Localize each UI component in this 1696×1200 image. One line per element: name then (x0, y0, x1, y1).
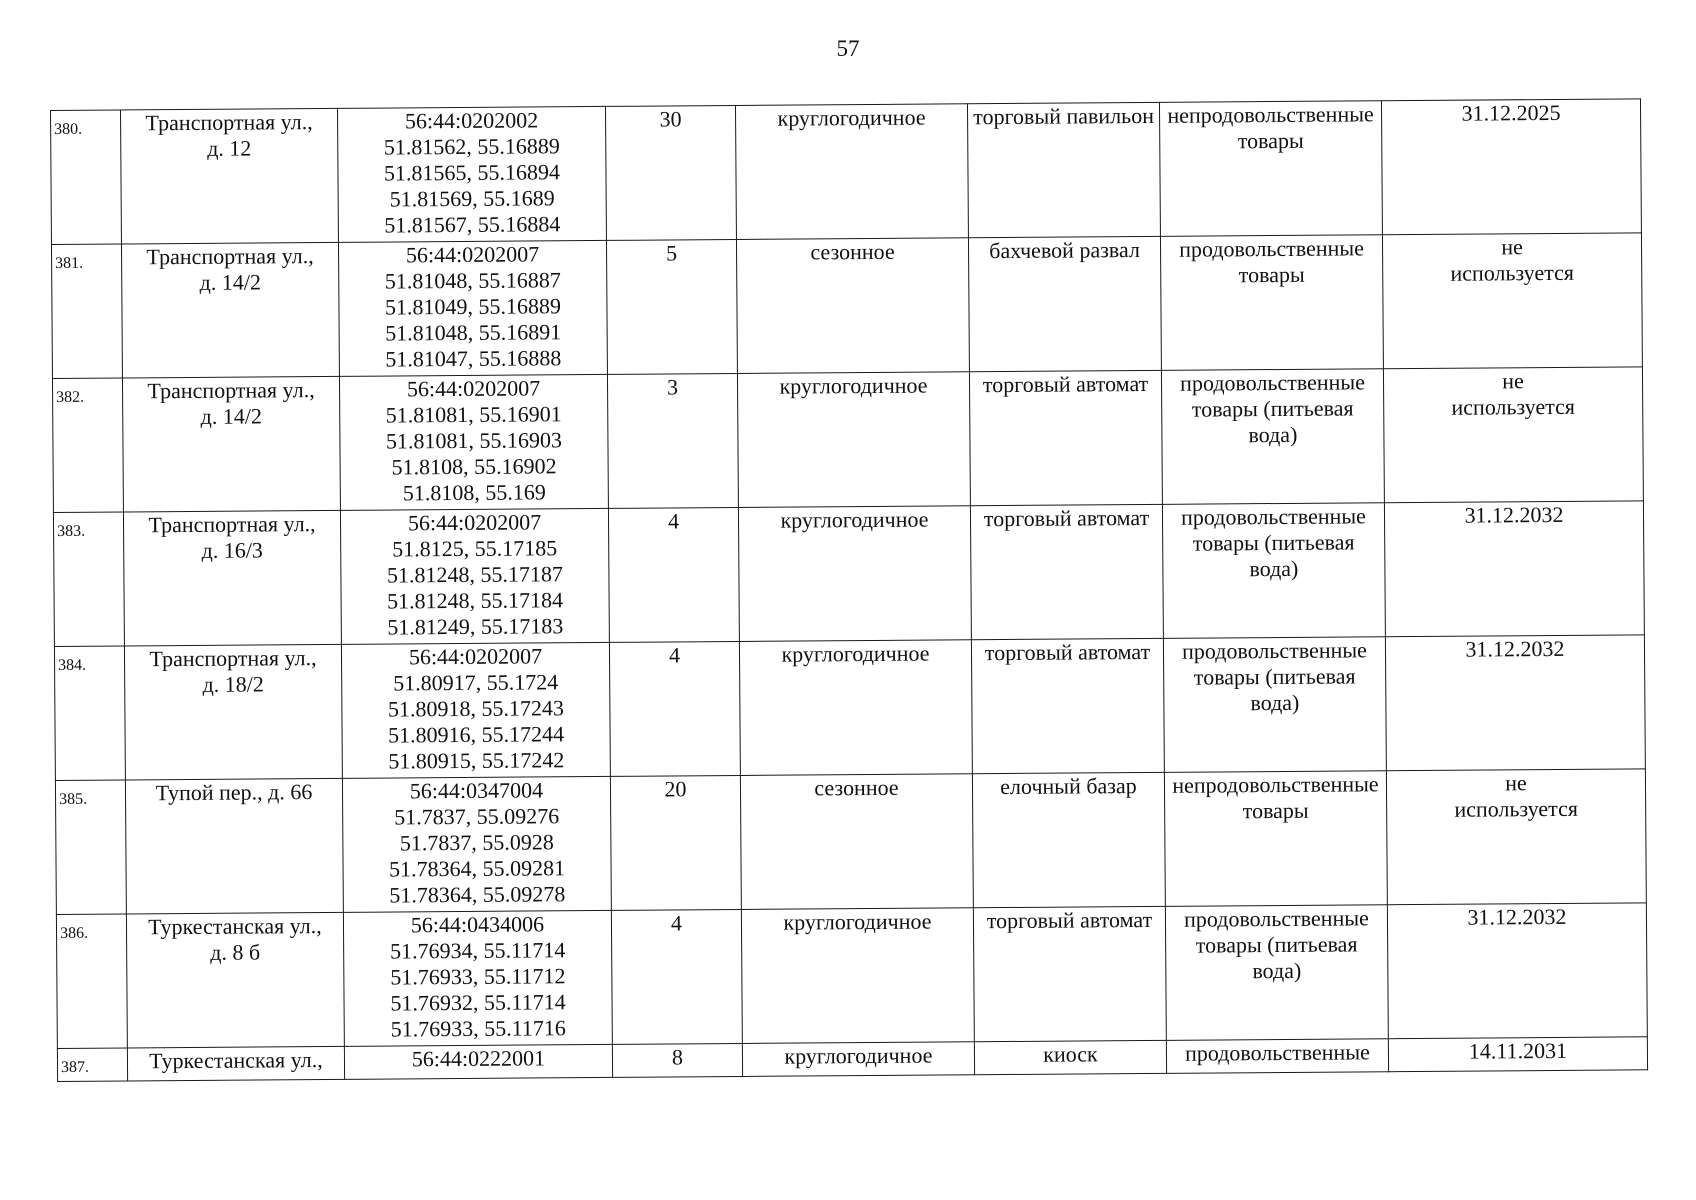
goods-cell (1162, 503, 1385, 639)
address-cell-line: д. 14/2 (199, 269, 262, 295)
term-cell (1381, 99, 1641, 235)
row-number: 386. (56, 914, 127, 1049)
cadastre-cell-line: 51.76934, 55.11714 (389, 937, 566, 964)
object-type-cell: торговый павильон (967, 102, 1160, 237)
address-cell-line: Транспортная ул., (148, 511, 316, 538)
cadastre-cell (338, 240, 607, 376)
cadastre-cell-line: 51.81049, 55.16889 (384, 293, 562, 320)
address-cell-line: д. 16/3 (201, 537, 263, 563)
cadastre-cell-line: 56:44:0222001 (411, 1045, 546, 1072)
object-type-cell: бахчевой развал (968, 236, 1161, 371)
goods-cell-line: продовольственные (1183, 905, 1369, 932)
row-number: 382. (52, 378, 123, 513)
goods-cell-line: непродовольственные (1172, 771, 1379, 798)
area-cell: 3 (607, 373, 738, 508)
cadastre-cell (342, 776, 611, 912)
object-type-cell: торговый автомат (971, 638, 1164, 773)
cadastre-cell-line: 51.78364, 55.09281 (388, 855, 566, 882)
goods-cell-line: продовольственные (1179, 235, 1365, 262)
cadastre-cell-line: 51.81081, 55.16901 (385, 401, 562, 428)
cadastre-cell-line: 51.7837, 55.0928 (399, 829, 554, 856)
cadastre-cell-line: 51.7837, 55.09276 (394, 803, 560, 830)
goods-cell-line: вода) (1252, 957, 1302, 984)
cadastre-cell-line: 56:44:0434006 (410, 911, 545, 938)
term-cell-line: используется (1454, 795, 1579, 822)
term-cell (1384, 501, 1644, 637)
cadastre-cell (337, 106, 606, 242)
goods-cell (1161, 369, 1384, 505)
cadastre-cell-line: 51.8125, 55.17185 (392, 535, 558, 562)
address-cell-line: Туркестанская ул., (149, 1047, 323, 1074)
term-cell-line: не (1501, 234, 1523, 260)
cadastre-cell-line: 51.81081, 55.16903 (385, 427, 563, 454)
goods-cell (1160, 235, 1383, 371)
term-cell (1387, 903, 1647, 1039)
address-cell (126, 912, 344, 1048)
object-type-cell: торговый автомат (970, 504, 1163, 639)
address-cell (127, 1046, 344, 1081)
period-cell: сезонное (736, 238, 969, 374)
goods-cell-line: непродовольственные (1167, 101, 1374, 128)
term-cell-line: 31.12.2032 (1465, 635, 1565, 662)
cadastre-cell-line: 51.8108, 55.169 (402, 479, 546, 506)
row-number: 383. (53, 512, 124, 647)
address-cell-line: Транспортная ул., (146, 243, 314, 270)
address-cell-line: д. 18/2 (202, 671, 264, 697)
cadastre-cell (341, 642, 610, 778)
cadastre-cell-line: 51.76933, 55.11712 (390, 963, 566, 990)
address-cell-line: д. 12 (207, 135, 252, 161)
row-number: 385. (55, 780, 126, 915)
address-cell (121, 108, 339, 244)
term-cell (1385, 635, 1645, 771)
goods-cell-line: товары (питьевая (1191, 395, 1354, 422)
cadastre-cell-line: 51.81567, 55.16884 (384, 211, 561, 238)
goods-cell-line: продовольственные (1181, 637, 1367, 664)
period-cell: круглогодичное (741, 908, 974, 1044)
area-cell: 20 (610, 775, 741, 910)
table-row (56, 903, 1647, 1049)
period-cell: круглогодичное (737, 372, 970, 508)
term-cell (1388, 1037, 1647, 1072)
goods-cell-line: вода) (1249, 555, 1299, 582)
cadastre-cell-line: 51.80915, 55.17242 (388, 747, 565, 774)
cadastre-cell-line: 51.81248, 55.17187 (386, 561, 564, 588)
cadastre-cell-line: 51.81562, 55.16889 (383, 133, 560, 160)
cadastre-cell-line: 51.81565, 55.16894 (383, 159, 561, 186)
cadastre-cell-line: 56:44:0202002 (404, 107, 539, 134)
cadastre-cell (343, 910, 612, 1046)
address-cell (121, 242, 339, 378)
goods-cell-line: товары (1237, 127, 1304, 154)
term-cell-line: не (1502, 368, 1524, 394)
goods-cell-line: товары (1238, 261, 1305, 288)
period-cell: круглогодичное (742, 1042, 974, 1077)
goods-cell (1163, 637, 1386, 773)
cadastre-cell (340, 508, 609, 644)
object-type-cell: киоск (974, 1040, 1166, 1074)
goods-cell-line: товары (питьевая (1195, 931, 1358, 958)
area-cell: 4 (609, 641, 740, 776)
row-number: 380. (51, 110, 122, 245)
cadastre-cell (339, 374, 608, 510)
cadastre-cell-line: 51.81048, 55.16887 (384, 267, 561, 294)
address-cell-line: Транспортная ул., (145, 109, 313, 136)
cadastre-cell-line: 51.80916, 55.17244 (387, 721, 565, 748)
term-cell-line: 14.11.2031 (1468, 1037, 1568, 1064)
area-cell: 4 (611, 909, 742, 1044)
cadastre-cell-line: 51.81569, 55.1689 (389, 185, 555, 212)
period-cell: круглогодичное (738, 506, 971, 642)
cadastre-cell-line: 51.76932, 55.11714 (390, 989, 566, 1016)
goods-cell-line: продовольственные (1184, 1039, 1370, 1066)
address-cell (125, 778, 343, 914)
cadastre-cell (344, 1044, 612, 1079)
goods-cell-line: товары (1242, 797, 1309, 824)
goods-cell (1159, 101, 1382, 237)
address-cell (123, 510, 341, 646)
term-cell (1383, 367, 1643, 503)
table-row (54, 635, 1645, 781)
cadastre-cell-line: 51.81048, 55.16891 (385, 319, 562, 346)
cadastre-cell-line: 51.81047, 55.16888 (385, 345, 562, 372)
address-cell-line: Туркестанская ул., (148, 913, 322, 940)
address-cell (122, 376, 340, 512)
cadastre-cell-line: 51.80917, 55.1724 (393, 669, 559, 696)
row-number: 381. (51, 244, 122, 379)
cadastre-cell-line: 56:44:0202007 (406, 375, 541, 402)
address-cell-line: Транспортная ул., (149, 645, 317, 672)
table-row (55, 769, 1646, 915)
term-cell-line: 31.12.2032 (1467, 903, 1567, 930)
object-type-cell: торговый автомат (973, 906, 1166, 1041)
address-cell-line: Тупой пер., д. 66 (155, 779, 313, 806)
goods-cell-line: продовольственные (1180, 369, 1366, 396)
period-cell: круглогодичное (739, 640, 972, 776)
area-cell: 30 (605, 105, 736, 240)
row-number: 384. (54, 646, 125, 781)
cadastre-cell-line: 51.78364, 55.09278 (389, 881, 566, 908)
goods-cell-line: вода) (1250, 689, 1300, 716)
term-cell-line: не (1505, 770, 1527, 796)
goods-cell (1164, 771, 1387, 907)
goods-cell-line: продовольственные (1181, 503, 1366, 530)
table-row (53, 501, 1644, 647)
area-cell: 4 (608, 507, 739, 642)
cadastre-cell-line: 56:44:0202007 (408, 643, 543, 670)
term-cell-line: используется (1450, 259, 1575, 286)
area-cell: 5 (606, 239, 737, 374)
table-row (52, 367, 1643, 513)
cadastre-cell-line: 56:44:0202007 (405, 241, 540, 268)
table-row (51, 233, 1642, 379)
address-cell-line: д. 8 б (210, 939, 261, 965)
period-cell: круглогодичное (735, 104, 968, 240)
area-cell: 8 (612, 1043, 742, 1077)
registry-table (50, 98, 1648, 1082)
period-cell: сезонное (740, 774, 973, 910)
object-type-cell: торговый автомат (969, 370, 1162, 505)
page-number: 57 (836, 36, 860, 61)
object-type-cell: елочный базар (972, 772, 1165, 907)
term-cell-line: 31.12.2025 (1461, 99, 1561, 126)
goods-cell (1166, 1039, 1388, 1074)
term-cell (1382, 233, 1642, 369)
cadastre-cell-line: 56:44:0347004 (409, 777, 544, 804)
cadastre-cell-line: 51.76933, 55.11716 (390, 1015, 566, 1042)
term-cell-line: используется (1451, 393, 1576, 420)
address-cell-line: д. 14/2 (200, 403, 262, 429)
table-row (51, 99, 1642, 245)
goods-cell-line: товары (питьевая (1193, 663, 1356, 690)
row-number: 387. (57, 1048, 127, 1082)
goods-cell (1165, 905, 1388, 1041)
cadastre-cell-line: 51.81248, 55.17184 (387, 587, 564, 614)
goods-cell-line: товары (питьевая (1192, 529, 1355, 556)
address-cell (124, 644, 342, 780)
term-cell-line: 31.12.2032 (1464, 501, 1564, 528)
cadastre-cell-line: 56:44:0202007 (407, 509, 542, 536)
cadastre-cell-line: 51.80918, 55.17243 (387, 695, 564, 722)
address-cell-line: Транспортная ул., (147, 377, 315, 404)
cadastre-cell-line: 51.8108, 55.16902 (391, 453, 557, 480)
term-cell (1386, 769, 1646, 905)
goods-cell-line: вода) (1248, 421, 1298, 448)
cadastre-cell-line: 51.81249, 55.17183 (387, 613, 564, 640)
